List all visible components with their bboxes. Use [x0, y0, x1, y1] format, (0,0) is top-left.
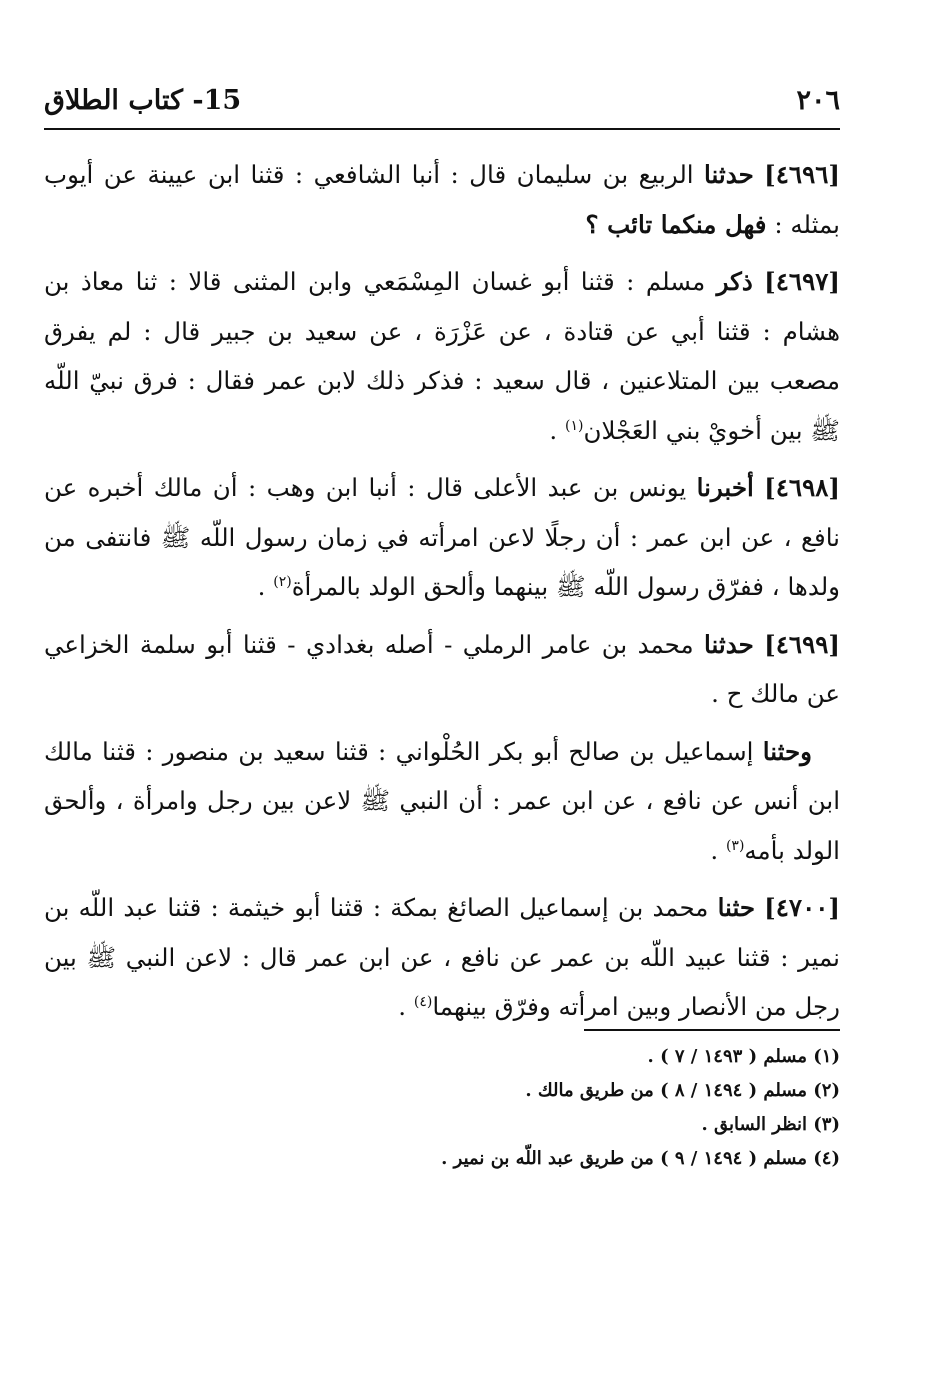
header-divider — [44, 128, 840, 130]
hadith-4699 — [44, 620, 840, 719]
hadith-text: الربيع بن سليمان قال : أنبا الشافعي : قثنا ابن عيينة عن أيوب بمثله : — [44, 160, 840, 239]
hadith-number: [٤٦٩٧] — [764, 267, 840, 296]
hadith-bold-tail: فهل منكما تائب ؟ — [585, 209, 767, 239]
hadith-text: محمد بن عامر الرملي - أصله بغدادي - قثنا أبو سلمة الخزاعي عن مالك ح . — [44, 629, 840, 708]
hadith-end: . — [710, 835, 726, 865]
hadith-4697 — [44, 257, 840, 455]
hadith-number: [٤٦٩٦] — [764, 160, 840, 189]
chapter-title: 15- كتاب الطلاق — [44, 84, 242, 116]
footnote-ref[interactable]: (٢) — [273, 573, 292, 590]
hadith-number: [٤٦٩٩] — [764, 629, 840, 659]
footnote-ref[interactable]: (٤) — [413, 993, 433, 1010]
hadith-text: إسماعيل بن صالح أبو بكر الحُلْواني : قثنا سعيد بن منصور : قثنا مالك ابن أنس عن نافع ، عن ابن عمر : أن النبي ﷺ لاعن بين رجل وامرأة ، وألحق الولد بأمه — [44, 736, 840, 865]
hadith-4700 — [44, 883, 840, 1032]
hadith-end: . — [549, 415, 565, 445]
footnote-1: (١) مسلم ( ١٤٩٣ / ٧ ) . — [647, 1046, 840, 1067]
hadith-lead-word: حثنا — [717, 893, 755, 922]
page-header — [44, 80, 840, 120]
hadith-text: مسلم : قثنا أبو غسان المِسْمَعي وابن المثنى قالا : ثنا معاذ بن هشام : قثنا أبي عن قتادة ، عن عَزْرَة ، عن سعيد بن جبير قال : لم يفرق مصعب بين المتلاعنين ، قال سعيد : فذكر ذلك لابن عمر فقال : فرق نبيّ اللّه ﷺ بين أخويْ بني العَجْلان — [44, 267, 840, 445]
hadith-number: [٤٦٩٨] — [764, 473, 840, 502]
hadith-lead-word: حدثنا — [704, 160, 754, 189]
footnote-3: (٣) انظر السابق . — [701, 1114, 840, 1135]
hadith-body — [44, 150, 840, 1040]
page-number: ٢٠٦ — [796, 84, 840, 116]
hadith-lead-word: حدثنا — [704, 629, 754, 659]
footnotes — [44, 1040, 840, 1176]
hadith-end: . — [398, 992, 414, 1021]
footnote-4: (٤) مسلم ( ١٤٩٤ / ٩ ) من طريق عبد اللّه بن نمير . — [441, 1148, 840, 1169]
footnote-divider — [584, 1029, 840, 1031]
hadith-number: [٤٧٠٠] — [764, 893, 840, 922]
hadith-lead-word: وحثنا — [762, 736, 812, 766]
hadith-4698 — [44, 463, 840, 612]
footnote-ref[interactable]: (١) — [564, 417, 584, 434]
hadith-text: محمد بن إسماعيل الصائغ بمكة : قثنا أبو خيثمة : قثنا عبد اللّه بن نمير : قثنا عبيد اللّه بن عمر عن نافع ، عن ابن عمر قال : لاعن النبي ﷺ بين رجل من الأنصار وبين امرأته وفرّق بينهما — [44, 893, 840, 1021]
footnote-2: (٢) مسلم ( ١٤٩٤ / ٨ ) من طريق مالك . — [525, 1080, 840, 1101]
hadith-end: . — [257, 572, 274, 601]
footnote-ref[interactable]: (٣) — [725, 837, 745, 854]
hadith-lead-word: ذكر — [716, 267, 753, 296]
hadith-4696 — [44, 150, 840, 249]
hadith-text: يونس بن عبد الأعلى قال : أنبا ابن وهب : أن مالك أخبره عن نافع ، عن ابن عمر : أن رجلًا لاعن امرأته في زمان رسول اللّه ﷺ فانتفى من ولدها ، ففرّق رسول اللّه ﷺ بينهما وألحق الولد بالمرأة — [44, 473, 840, 601]
hadith-lead-word: أخبرنا — [696, 473, 754, 502]
hadith-4699-continuation — [44, 727, 840, 876]
